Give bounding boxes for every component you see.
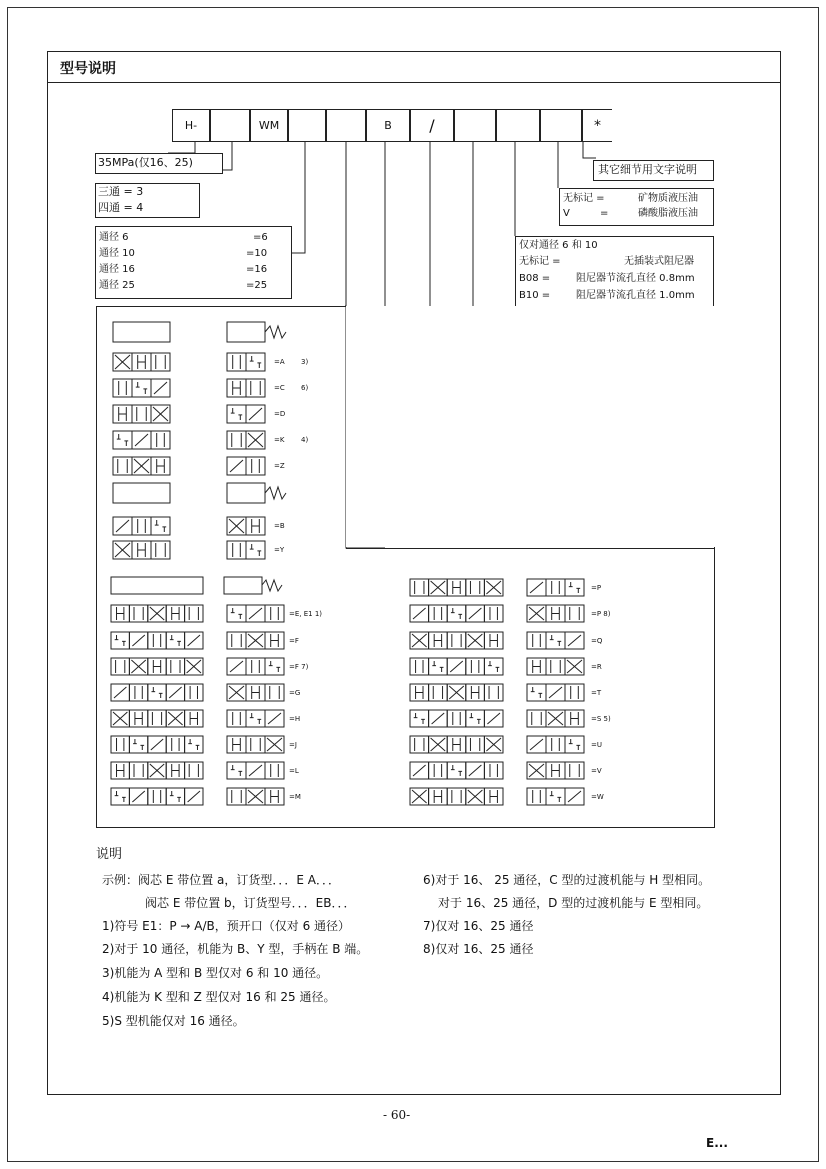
small-code-6: =B [274,522,285,530]
large-right-valve-1-pos-1 [410,579,429,596]
large-right-code-1: =P [591,584,602,592]
large-left-valve-7-pos-2 [129,762,147,779]
large-left-valve-4-pos-5 [185,684,203,701]
large-mid-valve-7-pos-1 [227,762,246,779]
small-code-2: =C [274,384,285,392]
small-header-mid-1 [227,322,265,342]
small-mid-valve-7-pos-2 [246,541,265,559]
small-mid-valve-4-pos-1 [227,431,246,449]
small-left-valve-7-pos-3 [151,541,170,559]
orifice-row2-key: B08 = [519,273,551,284]
large-right-valve-8-pos-3 [447,762,466,779]
large-left-valve-5-pos-3 [148,710,166,727]
large-right-valve-4-pos-1 [410,658,429,675]
code-cell-h: H- [172,109,210,142]
small-note-2: 6) [301,384,309,392]
size-16-code: =16 [246,264,268,275]
large-far-valve-3-pos-2 [546,632,565,649]
large-right-valve-3-pos-3 [447,632,466,649]
large-right-code-7: =U [591,741,602,749]
orifice-header: 仅对通径 6 和 10 [519,240,598,251]
note-left-1: 示例：阀芯 E 带位置 a，订货型．．．E A．．． [102,873,340,887]
fluid-row1-val: 矿物质液压油 [638,193,698,204]
note-right-2: 对于 16、25 通径，D 型的过渡机能与 E 型相同。 [438,896,709,910]
code-cell-wm: WM [250,109,288,142]
code-cell-other: * [582,109,612,142]
large-mid-valve-1-pos-3 [265,605,284,622]
large-far-valve-6-pos-1 [527,710,546,727]
size-6-name: 通径 6 [99,232,129,243]
large-right-valve-2-pos-5 [484,605,503,622]
large-right-valve-8-pos-2 [429,762,448,779]
small-left-valve-2-pos-1 [113,379,132,397]
small-header-left-2 [113,483,170,503]
large-right-code-4: =R [591,663,602,671]
note-left-6: 4)机能为 K 型和 Z 型仅对 16 和 25 通径。 [102,990,336,1004]
large-left-code-4: =G [289,689,301,697]
orifice-row1-val: 无插装式阻尼器 [624,256,694,267]
large-mid-valve-6-pos-2 [246,736,265,753]
large-left-valve-7-pos-5 [185,762,203,779]
large-far-valve-1-pos-3 [565,579,584,596]
large-right-valve-4-pos-5 [484,658,503,675]
large-far-valve-3-pos-1 [527,632,546,649]
large-header-spring [262,580,282,591]
large-left-valve-4-pos-3 [148,684,166,701]
size-16-name: 通径 16 [99,264,135,275]
large-left-valve-6-pos-4 [166,736,184,753]
small-mid-valve-1-pos-2 [246,353,265,371]
large-far-valve-4-pos-2 [546,658,565,675]
large-mid-valve-1-pos-1 [227,605,246,622]
orifice-row3-key: B10 = [519,290,551,301]
small-left-valve-2-pos-2 [132,379,151,397]
orifice-row2-val: 阻尼器节流孔直径 0.8mm [576,273,695,284]
small-code-3: =D [274,410,286,418]
large-left-valve-2-pos-3 [148,632,166,649]
large-right-valve-2-pos-2 [429,605,448,622]
large-header-mid [224,577,262,594]
large-far-valve-5-pos-3 [565,684,584,701]
orifice-row1-key: 无标记 = [519,256,561,267]
large-right-valve-8-pos-5 [484,762,503,779]
page-title: 型号说明 [60,61,116,77]
large-left-valve-8-pos-4 [166,788,184,805]
large-left-valve-1-pos-5 [185,605,203,622]
small-mid-valve-5-pos-2 [246,457,265,475]
large-right-valve-2-pos-3 [447,605,466,622]
large-mid-valve-2-pos-1 [227,632,246,649]
size-6-code: =6 [253,232,268,243]
large-far-valve-9-pos-2 [546,788,565,805]
large-right-valve-4-pos-2 [429,658,448,675]
small-header-mid-2 [227,483,265,503]
large-left-code-8: =M [289,793,301,801]
size-25-name: 通径 25 [99,280,135,291]
large-far-valve-7-pos-2 [546,736,565,753]
size-10-name: 通径 10 [99,248,135,259]
large-left-code-7: =L [289,767,299,775]
small-code-7: =Y [274,546,285,554]
large-right-valve-9-pos-3 [447,788,466,805]
note-right-4: 8)仅对 16、25 通径 [423,942,534,956]
large-right-code-3: =Q [591,637,603,645]
fluid-row1-key: 无标记 = [563,193,605,204]
note-right-3: 7)仅对 16、25 通径 [423,919,534,933]
note-left-2: 阀芯 E 带位置 b，订货型号．．．EB．．． [145,896,356,910]
note-left-3: 1)符号 E1：P → A/B，预开口（仅对 6 通径） [102,919,351,933]
large-left-code-2: =F [289,637,299,645]
large-left-valve-2-pos-4 [166,632,184,649]
notes-heading: 说明 [96,847,123,862]
small-note-1: 3) [301,358,309,366]
large-right-valve-6-pos-1 [410,710,429,727]
ways-three: 三通 = 3 [98,185,144,198]
size-25-code: =25 [246,280,268,291]
note-left-4: 2)对于 10 通径，机能为 B、Y 型，手柄在 B 端。 [102,942,369,956]
large-right-code-2: =P 8) [591,610,611,618]
large-mid-valve-8-pos-1 [227,788,246,805]
small-left-valve-5-pos-1 [113,457,132,475]
large-left-valve-6-pos-1 [111,736,129,753]
size-10-code: =10 [246,248,268,259]
page-number: - 60- [383,1108,411,1122]
small-header-spring-2 [265,487,286,499]
large-left-code-3: =F 7) [289,663,309,671]
large-left-valve-4-pos-2 [129,684,147,701]
fluid-row2-eq: = [600,208,609,219]
large-right-valve-6-pos-4 [466,710,485,727]
large-far-valve-8-pos-3 [565,762,584,779]
large-mid-valve-4-pos-3 [265,684,284,701]
large-left-valve-8-pos-3 [148,788,166,805]
footer-mark: E... [706,1136,728,1150]
small-code-5: =Z [274,462,285,470]
large-left-valve-6-pos-5 [185,736,203,753]
large-left-valve-2-pos-1 [111,632,129,649]
large-left-valve-1-pos-2 [129,605,147,622]
large-far-valve-5-pos-1 [527,684,546,701]
large-right-valve-6-pos-3 [447,710,466,727]
small-left-valve-1-pos-3 [151,353,170,371]
small-left-valve-6-pos-2 [132,517,151,535]
ways-four: 四通 = 4 [98,201,144,214]
note-right-1: 6)对于 16、 25 通径，C 型的过渡机能与 H 型相同。 [423,873,711,887]
large-mid-valve-3-pos-2 [246,658,265,675]
orifice-row3-val: 阻尼器节流孔直径 1.0mm [576,290,695,301]
small-header-spring-1 [265,326,286,338]
note-left-5: 3)机能为 A 型和 B 型仅对 6 和 10 通径。 [102,966,329,980]
large-right-valve-5-pos-5 [484,684,503,701]
small-left-valve-4-pos-1 [113,431,132,449]
large-far-valve-7-pos-3 [565,736,584,753]
large-left-valve-3-pos-1 [111,658,129,675]
large-right-code-9: =W [591,793,604,801]
large-right-code-5: =T [591,689,602,697]
small-mid-valve-2-pos-2 [246,379,265,397]
small-header-left-1 [113,322,170,342]
large-mid-valve-3-pos-3 [265,658,284,675]
large-right-code-6: =S 5) [591,715,611,723]
large-left-valve-6-pos-2 [129,736,147,753]
small-mid-valve-7-pos-1 [227,541,246,559]
large-far-valve-1-pos-2 [546,579,565,596]
large-mid-valve-7-pos-3 [265,762,284,779]
small-code-4: =K [274,436,285,444]
large-right-valve-5-pos-2 [429,684,448,701]
large-right-valve-1-pos-4 [466,579,485,596]
large-left-valve-8-pos-1 [111,788,129,805]
large-left-code-6: =J [289,741,297,749]
large-far-valve-9-pos-1 [527,788,546,805]
large-left-valve-3-pos-4 [166,658,184,675]
other-desc-text: 其它细节用文字说明 [598,163,697,176]
small-code-1: =A [274,358,285,366]
small-mid-valve-1-pos-1 [227,353,246,371]
small-note-4: 4) [301,436,309,444]
note-left-7: 5)S 型机能仅对 16 通径。 [102,1014,245,1028]
pressure-text: 35MPa(仅16、25) [98,156,193,169]
fluid-row2-key: V [563,208,570,219]
code-cell-b: B [366,109,410,142]
large-right-valve-7-pos-4 [466,736,485,753]
large-far-valve-2-pos-3 [565,605,584,622]
slash-label: / [429,116,435,135]
large-mid-valve-5-pos-2 [246,710,265,727]
large-left-code-5: =H [289,715,301,723]
large-header-left [111,577,203,594]
small-left-valve-4-pos-3 [151,431,170,449]
large-mid-valve-5-pos-1 [227,710,246,727]
large-right-valve-7-pos-1 [410,736,429,753]
large-right-valve-4-pos-4 [466,658,485,675]
large-right-code-8: =V [591,767,602,775]
fluid-row2-val: 磷酸脂液压油 [638,208,698,219]
small-left-valve-3-pos-2 [132,405,151,423]
small-left-valve-6-pos-3 [151,517,170,535]
large-left-code-1: =E, E1 1) [289,610,323,618]
small-mid-valve-3-pos-1 [227,405,246,423]
